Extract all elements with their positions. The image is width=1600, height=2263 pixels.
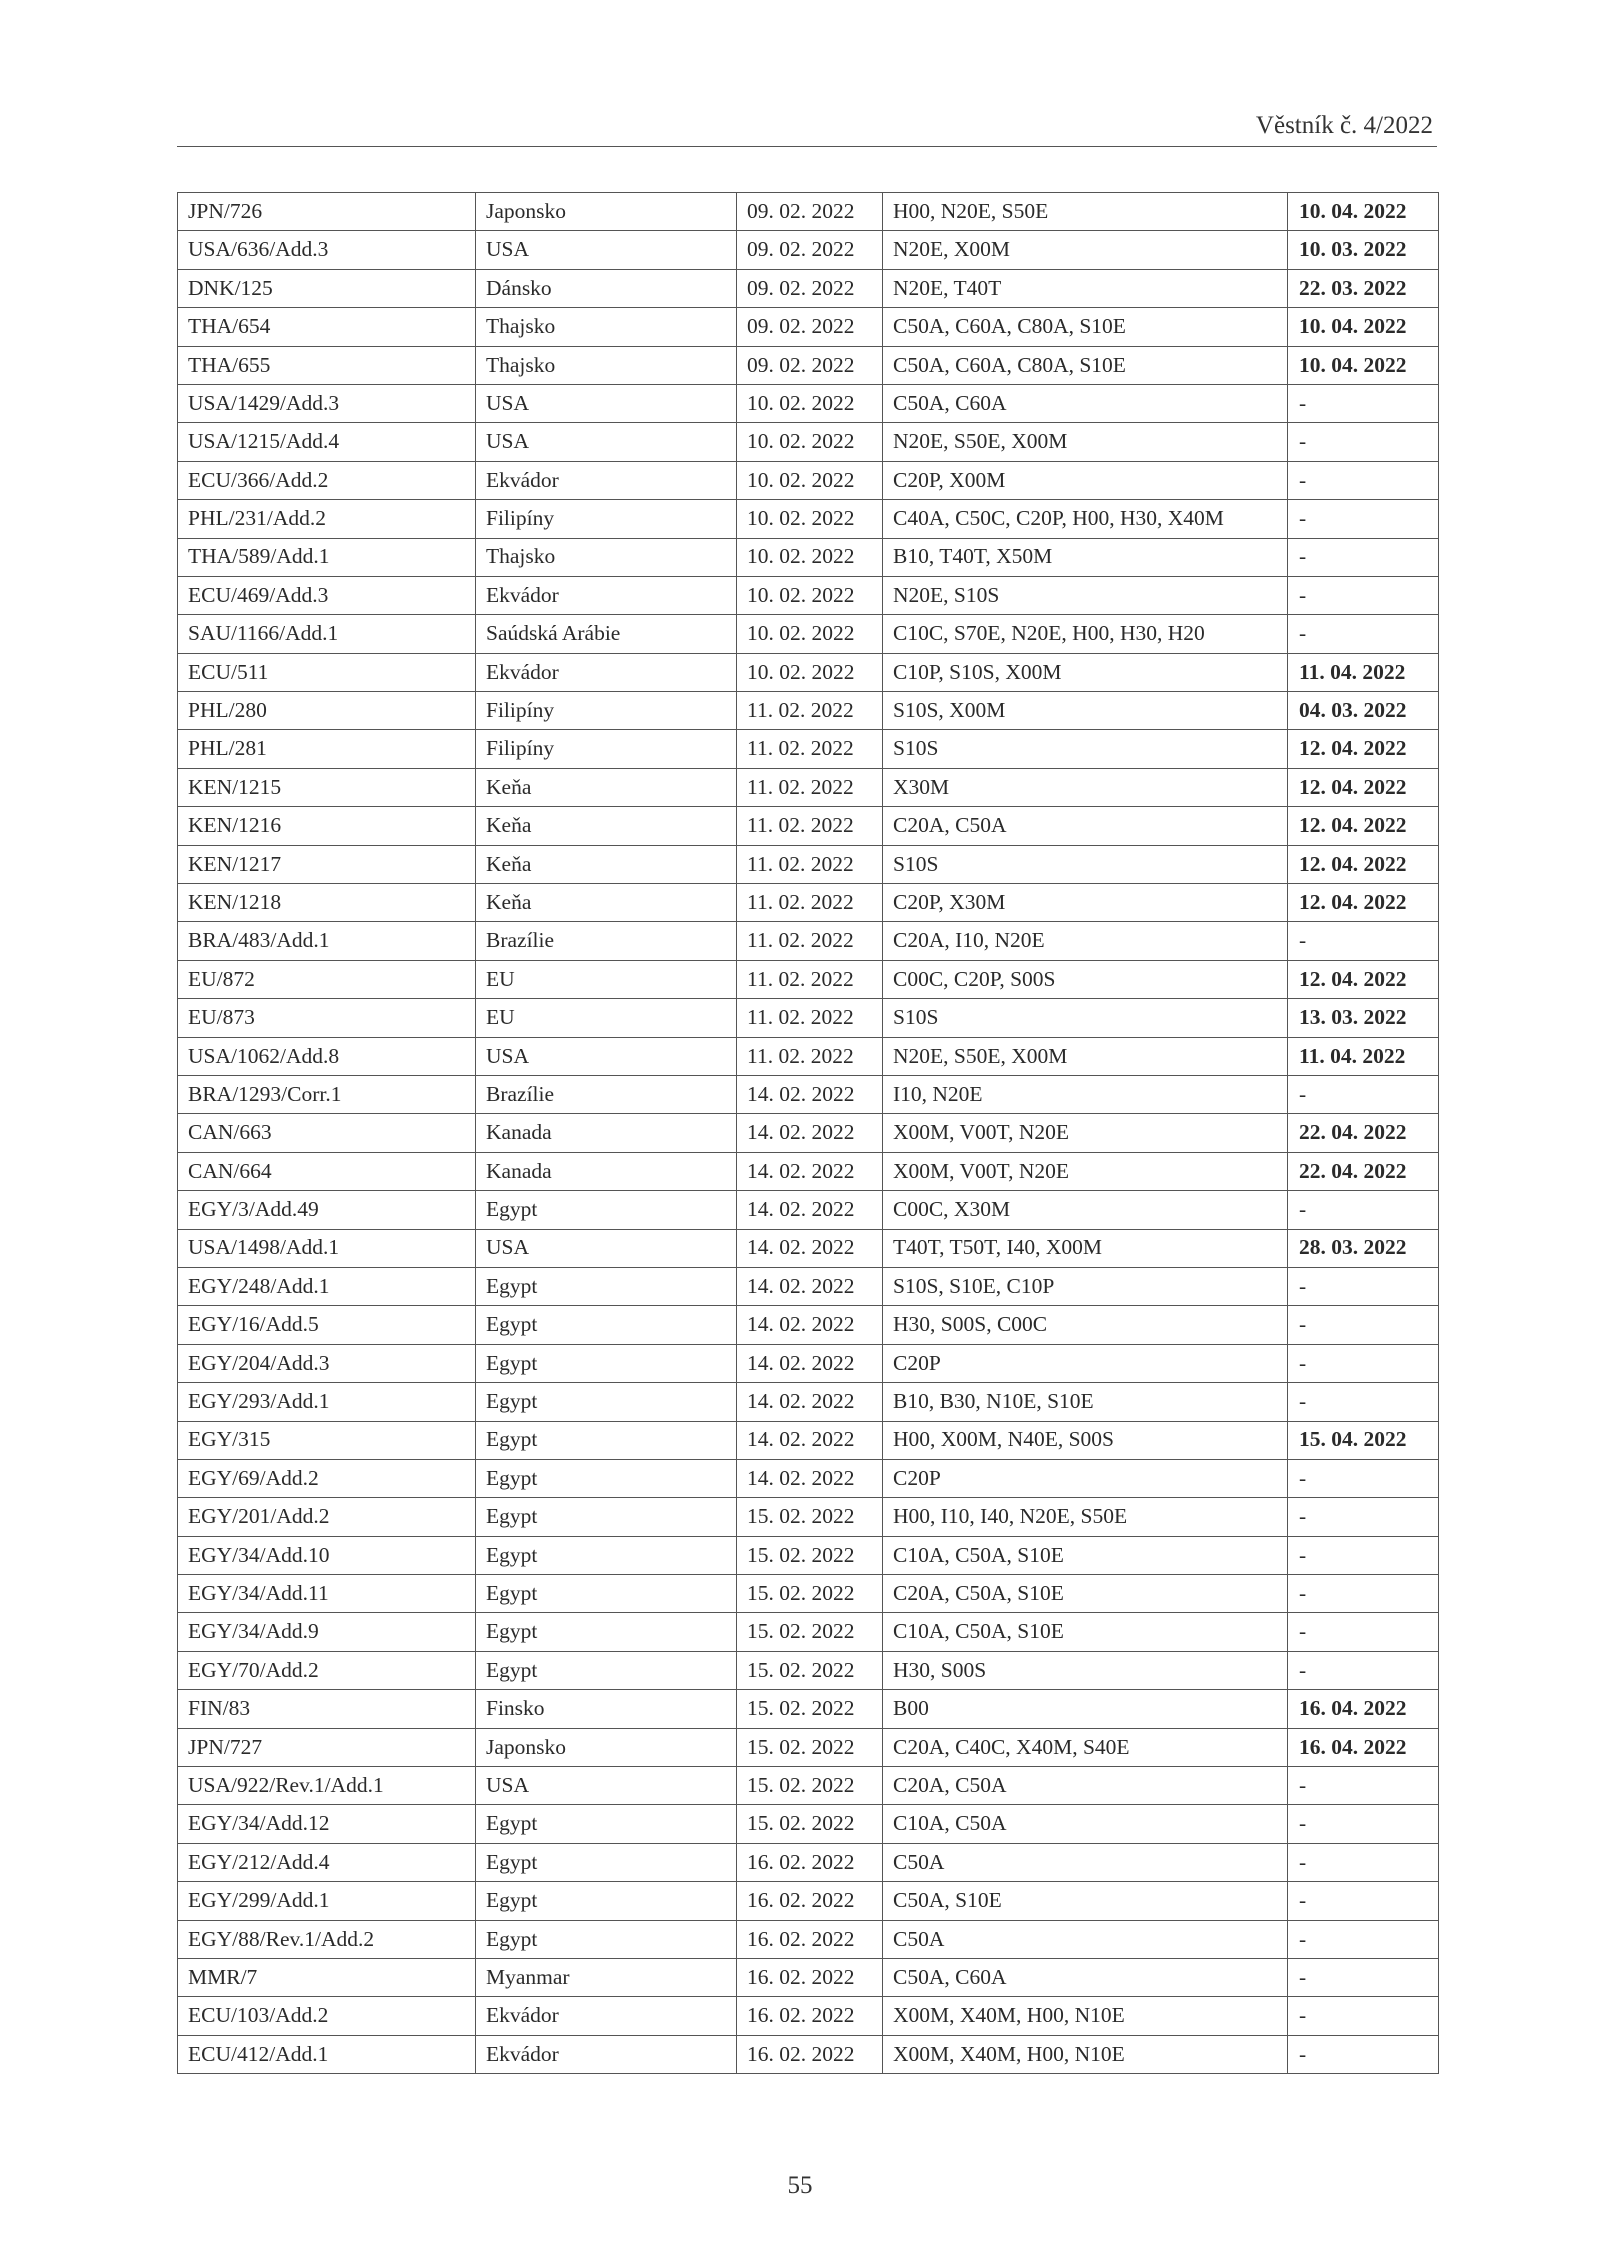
codes-cell: C10A, C50A [883, 1805, 1288, 1843]
page-header [177, 106, 1437, 147]
deadline-cell: - [1288, 1882, 1439, 1920]
deadline-cell: - [1288, 1383, 1439, 1421]
table-row [178, 999, 1439, 1037]
codes-cell: C50A, C60A [883, 1958, 1288, 1996]
date-cell: 11. 02. 2022 [737, 768, 883, 806]
date-cell: 15. 02. 2022 [737, 1767, 883, 1805]
date-cell: 10. 02. 2022 [737, 653, 883, 691]
table-row [178, 730, 1439, 768]
notification-id-cell: EGY/70/Add.2 [178, 1651, 476, 1689]
table-row [178, 231, 1439, 269]
deadline-cell: 12. 04. 2022 [1288, 884, 1439, 922]
codes-cell: C40A, C50C, C20P, H00, H30, X40M [883, 500, 1288, 538]
date-cell: 09. 02. 2022 [737, 308, 883, 346]
date-cell: 15. 02. 2022 [737, 1805, 883, 1843]
country-cell: USA [476, 231, 737, 269]
codes-cell: B00 [883, 1690, 1288, 1728]
notification-id-cell: JPN/727 [178, 1728, 476, 1766]
table-row [178, 1152, 1439, 1190]
notification-id-cell: CAN/664 [178, 1152, 476, 1190]
notification-id-cell: USA/1429/Add.3 [178, 384, 476, 422]
country-cell: Egypt [476, 1805, 737, 1843]
table-row [178, 1075, 1439, 1113]
codes-cell: C10P, S10S, X00M [883, 653, 1288, 691]
notification-id-cell: EGY/88/Rev.1/Add.2 [178, 1920, 476, 1958]
codes-cell: S10S, S10E, C10P [883, 1267, 1288, 1305]
country-cell: Filipíny [476, 692, 737, 730]
table-row [178, 423, 1439, 461]
deadline-cell: - [1288, 1997, 1439, 2035]
notification-id-cell: KEN/1215 [178, 768, 476, 806]
deadline-cell: - [1288, 1575, 1439, 1613]
date-cell: 14. 02. 2022 [737, 1459, 883, 1497]
notification-id-cell: KEN/1216 [178, 807, 476, 845]
table-row [178, 500, 1439, 538]
codes-cell: H30, S00S, C00C [883, 1306, 1288, 1344]
country-cell: Egypt [476, 1536, 737, 1574]
notification-id-cell: SAU/1166/Add.1 [178, 615, 476, 653]
notification-id-cell: THA/655 [178, 346, 476, 384]
deadline-cell: - [1288, 384, 1439, 422]
table-row [178, 884, 1439, 922]
deadline-cell: - [1288, 1536, 1439, 1574]
notification-id-cell: BRA/483/Add.1 [178, 922, 476, 960]
deadline-cell: - [1288, 1306, 1439, 1344]
codes-cell: H00, X00M, N40E, S00S [883, 1421, 1288, 1459]
deadline-cell: - [1288, 461, 1439, 499]
deadline-cell: 16. 04. 2022 [1288, 1690, 1439, 1728]
country-cell: Japonsko [476, 1728, 737, 1766]
table-row [178, 807, 1439, 845]
codes-cell: C50A, S10E [883, 1882, 1288, 1920]
date-cell: 14. 02. 2022 [737, 1421, 883, 1459]
notification-id-cell: ECU/412/Add.1 [178, 2035, 476, 2073]
country-cell: Thajsko [476, 538, 737, 576]
notification-id-cell: BRA/1293/Corr.1 [178, 1075, 476, 1113]
country-cell: Kanada [476, 1114, 737, 1152]
codes-cell: S10S, X00M [883, 692, 1288, 730]
table-row [178, 1229, 1439, 1267]
table-row [178, 2035, 1439, 2073]
table-row [178, 960, 1439, 998]
notification-id-cell: THA/654 [178, 308, 476, 346]
table-row [178, 653, 1439, 691]
codes-cell: C10C, S70E, N20E, H00, H30, H20 [883, 615, 1288, 653]
date-cell: 14. 02. 2022 [737, 1267, 883, 1305]
notification-id-cell: JPN/726 [178, 193, 476, 231]
deadline-cell: - [1288, 615, 1439, 653]
table-row [178, 1306, 1439, 1344]
date-cell: 14. 02. 2022 [737, 1191, 883, 1229]
table-row [178, 1267, 1439, 1305]
date-cell: 10. 02. 2022 [737, 423, 883, 461]
codes-cell: C50A [883, 1843, 1288, 1881]
codes-cell: I10, N20E [883, 1075, 1288, 1113]
notification-id-cell: USA/922/Rev.1/Add.1 [178, 1767, 476, 1805]
codes-cell: X00M, V00T, N20E [883, 1152, 1288, 1190]
codes-cell: B10, T40T, X50M [883, 538, 1288, 576]
notification-id-cell: USA/1215/Add.4 [178, 423, 476, 461]
country-cell: Egypt [476, 1613, 737, 1651]
date-cell: 15. 02. 2022 [737, 1575, 883, 1613]
notification-id-cell: EGY/212/Add.4 [178, 1843, 476, 1881]
deadline-cell: - [1288, 1767, 1439, 1805]
notification-id-cell: USA/636/Add.3 [178, 231, 476, 269]
table-row [178, 922, 1439, 960]
date-cell: 15. 02. 2022 [737, 1613, 883, 1651]
date-cell: 16. 02. 2022 [737, 1997, 883, 2035]
country-cell: Dánsko [476, 269, 737, 307]
notification-id-cell: EGY/248/Add.1 [178, 1267, 476, 1305]
codes-cell: N20E, S50E, X00M [883, 1037, 1288, 1075]
table-row [178, 1843, 1439, 1881]
notification-id-cell: EGY/16/Add.5 [178, 1306, 476, 1344]
date-cell: 11. 02. 2022 [737, 730, 883, 768]
country-cell: Ekvádor [476, 461, 737, 499]
deadline-cell: - [1288, 1191, 1439, 1229]
date-cell: 11. 02. 2022 [737, 999, 883, 1037]
country-cell: Egypt [476, 1920, 737, 1958]
notification-id-cell: EGY/315 [178, 1421, 476, 1459]
notifications-table [177, 192, 1439, 2074]
notification-id-cell: PHL/280 [178, 692, 476, 730]
country-cell: USA [476, 1767, 737, 1805]
date-cell: 10. 02. 2022 [737, 538, 883, 576]
notification-id-cell: EGY/299/Add.1 [178, 1882, 476, 1920]
country-cell: EU [476, 999, 737, 1037]
deadline-cell: - [1288, 1344, 1439, 1382]
deadline-cell: 10. 03. 2022 [1288, 231, 1439, 269]
codes-cell: N20E, T40T [883, 269, 1288, 307]
codes-cell: C20P [883, 1344, 1288, 1382]
notification-id-cell: CAN/663 [178, 1114, 476, 1152]
country-cell: USA [476, 1037, 737, 1075]
table-row [178, 538, 1439, 576]
notification-id-cell: PHL/231/Add.2 [178, 500, 476, 538]
codes-cell: N20E, S10S [883, 576, 1288, 614]
country-cell: Ekvádor [476, 653, 737, 691]
country-cell: Keňa [476, 884, 737, 922]
codes-cell: C00C, X30M [883, 1191, 1288, 1229]
bulletin-title: Věstník č. 4/2022 [1255, 112, 1433, 139]
date-cell: 15. 02. 2022 [737, 1536, 883, 1574]
deadline-cell: - [1288, 1958, 1439, 1996]
table-row [178, 845, 1439, 883]
deadline-cell: - [1288, 576, 1439, 614]
deadline-cell: 22. 04. 2022 [1288, 1152, 1439, 1190]
date-cell: 11. 02. 2022 [737, 692, 883, 730]
table-row [178, 384, 1439, 422]
table-row [178, 1613, 1439, 1651]
country-cell: Keňa [476, 845, 737, 883]
country-cell: Brazílie [476, 1075, 737, 1113]
notification-id-cell: EGY/34/Add.9 [178, 1613, 476, 1651]
notification-id-cell: ECU/366/Add.2 [178, 461, 476, 499]
notification-id-cell: EGY/34/Add.10 [178, 1536, 476, 1574]
table-row [178, 308, 1439, 346]
country-cell: Egypt [476, 1498, 737, 1536]
codes-cell: X30M [883, 768, 1288, 806]
country-cell: Ekvádor [476, 2035, 737, 2073]
table-row [178, 1882, 1439, 1920]
date-cell: 15. 02. 2022 [737, 1728, 883, 1766]
country-cell: Egypt [476, 1882, 737, 1920]
deadline-cell: 15. 04. 2022 [1288, 1421, 1439, 1459]
table-row [178, 692, 1439, 730]
table-row [178, 1114, 1439, 1152]
table-row [178, 1536, 1439, 1574]
notification-id-cell: MMR/7 [178, 1958, 476, 1996]
country-cell: Ekvádor [476, 576, 737, 614]
date-cell: 14. 02. 2022 [737, 1152, 883, 1190]
deadline-cell: 13. 03. 2022 [1288, 999, 1439, 1037]
deadline-cell: 12. 04. 2022 [1288, 807, 1439, 845]
notification-id-cell: FIN/83 [178, 1690, 476, 1728]
country-cell: EU [476, 960, 737, 998]
table-row [178, 193, 1439, 231]
table-row [178, 1383, 1439, 1421]
country-cell: Egypt [476, 1575, 737, 1613]
deadline-cell: 22. 03. 2022 [1288, 269, 1439, 307]
codes-cell: C10A, C50A, S10E [883, 1536, 1288, 1574]
page-number: 55 [787, 2172, 813, 2199]
table-row [178, 1997, 1439, 2035]
codes-cell: H30, S00S [883, 1651, 1288, 1689]
deadline-cell: 28. 03. 2022 [1288, 1229, 1439, 1267]
deadline-cell: - [1288, 1075, 1439, 1113]
table-row [178, 269, 1439, 307]
table-row [178, 1575, 1439, 1613]
table-row [178, 615, 1439, 653]
table-row [178, 1498, 1439, 1536]
deadline-cell: - [1288, 2035, 1439, 2073]
deadline-cell: - [1288, 423, 1439, 461]
table-row [178, 1690, 1439, 1728]
country-cell: Filipíny [476, 730, 737, 768]
country-cell: Thajsko [476, 346, 737, 384]
notification-id-cell: EGY/34/Add.11 [178, 1575, 476, 1613]
notification-id-cell: EGY/293/Add.1 [178, 1383, 476, 1421]
codes-cell: X00M, X40M, H00, N10E [883, 2035, 1288, 2073]
table-row [178, 1767, 1439, 1805]
date-cell: 11. 02. 2022 [737, 922, 883, 960]
codes-cell: S10S [883, 845, 1288, 883]
table-row [178, 1728, 1439, 1766]
deadline-cell: - [1288, 1613, 1439, 1651]
codes-cell: C20A, C50A [883, 807, 1288, 845]
date-cell: 16. 02. 2022 [737, 1843, 883, 1881]
codes-cell: C50A, C60A, C80A, S10E [883, 346, 1288, 384]
deadline-cell: 22. 04. 2022 [1288, 1114, 1439, 1152]
date-cell: 14. 02. 2022 [737, 1306, 883, 1344]
codes-cell: C20P, X30M [883, 884, 1288, 922]
notification-id-cell: EGY/69/Add.2 [178, 1459, 476, 1497]
deadline-cell: - [1288, 922, 1439, 960]
deadline-cell: 12. 04. 2022 [1288, 730, 1439, 768]
table-row [178, 1958, 1439, 1996]
country-cell: Egypt [476, 1306, 737, 1344]
table-row [178, 1344, 1439, 1382]
deadline-cell: - [1288, 1843, 1439, 1881]
deadline-cell: 11. 04. 2022 [1288, 1037, 1439, 1075]
date-cell: 10. 02. 2022 [737, 461, 883, 499]
date-cell: 15. 02. 2022 [737, 1651, 883, 1689]
codes-cell: N20E, X00M [883, 231, 1288, 269]
country-cell: Saúdská Arábie [476, 615, 737, 653]
codes-cell: T40T, T50T, I40, X00M [883, 1229, 1288, 1267]
country-cell: Japonsko [476, 193, 737, 231]
country-cell: Egypt [476, 1421, 737, 1459]
deadline-cell: - [1288, 500, 1439, 538]
deadline-cell: - [1288, 1651, 1439, 1689]
country-cell: Finsko [476, 1690, 737, 1728]
date-cell: 11. 02. 2022 [737, 1037, 883, 1075]
deadline-cell: 12. 04. 2022 [1288, 845, 1439, 883]
notification-id-cell: EU/873 [178, 999, 476, 1037]
date-cell: 15. 02. 2022 [737, 1690, 883, 1728]
notification-id-cell: EGY/3/Add.49 [178, 1191, 476, 1229]
country-cell: Myanmar [476, 1958, 737, 1996]
table-row [178, 346, 1439, 384]
deadline-cell: 16. 04. 2022 [1288, 1728, 1439, 1766]
table-row [178, 1805, 1439, 1843]
country-cell: Egypt [476, 1267, 737, 1305]
table-row [178, 576, 1439, 614]
codes-cell: C20A, C50A [883, 1767, 1288, 1805]
notification-id-cell: ECU/469/Add.3 [178, 576, 476, 614]
date-cell: 14. 02. 2022 [737, 1229, 883, 1267]
table-row [178, 1037, 1439, 1075]
codes-cell: C50A, C60A, C80A, S10E [883, 308, 1288, 346]
country-cell: Filipíny [476, 500, 737, 538]
date-cell: 16. 02. 2022 [737, 2035, 883, 2073]
deadline-cell: 10. 04. 2022 [1288, 308, 1439, 346]
country-cell: Ekvádor [476, 1997, 737, 2035]
notification-id-cell: USA/1062/Add.8 [178, 1037, 476, 1075]
deadline-cell: - [1288, 1498, 1439, 1536]
codes-cell: H00, I10, I40, N20E, S50E [883, 1498, 1288, 1536]
table-row [178, 1651, 1439, 1689]
deadline-cell: - [1288, 1267, 1439, 1305]
codes-cell: N20E, S50E, X00M [883, 423, 1288, 461]
table-row [178, 1191, 1439, 1229]
notification-id-cell: USA/1498/Add.1 [178, 1229, 476, 1267]
table-row [178, 1421, 1439, 1459]
date-cell: 11. 02. 2022 [737, 807, 883, 845]
date-cell: 11. 02. 2022 [737, 845, 883, 883]
deadline-cell: 11. 04. 2022 [1288, 653, 1439, 691]
codes-cell: S10S [883, 730, 1288, 768]
codes-cell: C20A, C40C, X40M, S40E [883, 1728, 1288, 1766]
date-cell: 14. 02. 2022 [737, 1344, 883, 1382]
deadline-cell: - [1288, 538, 1439, 576]
country-cell: USA [476, 423, 737, 461]
country-cell: Thajsko [476, 308, 737, 346]
date-cell: 10. 02. 2022 [737, 384, 883, 422]
codes-cell: C10A, C50A, S10E [883, 1613, 1288, 1651]
notification-id-cell: KEN/1217 [178, 845, 476, 883]
deadline-cell: 04. 03. 2022 [1288, 692, 1439, 730]
deadline-cell: - [1288, 1805, 1439, 1843]
codes-cell: C50A, C60A [883, 384, 1288, 422]
codes-cell: C20P, X00M [883, 461, 1288, 499]
deadline-cell: 10. 04. 2022 [1288, 346, 1439, 384]
notification-id-cell: ECU/511 [178, 653, 476, 691]
date-cell: 10. 02. 2022 [737, 500, 883, 538]
notification-id-cell: THA/589/Add.1 [178, 538, 476, 576]
date-cell: 09. 02. 2022 [737, 269, 883, 307]
country-cell: Egypt [476, 1651, 737, 1689]
notification-id-cell: KEN/1218 [178, 884, 476, 922]
table-row [178, 461, 1439, 499]
notification-id-cell: EGY/34/Add.12 [178, 1805, 476, 1843]
deadline-cell: 10. 04. 2022 [1288, 193, 1439, 231]
country-cell: USA [476, 384, 737, 422]
country-cell: Egypt [476, 1459, 737, 1497]
country-cell: Egypt [476, 1191, 737, 1229]
codes-cell: C20A, I10, N20E [883, 922, 1288, 960]
codes-cell: C20A, C50A, S10E [883, 1575, 1288, 1613]
date-cell: 11. 02. 2022 [737, 960, 883, 998]
codes-cell: C20P [883, 1459, 1288, 1497]
table-row [178, 1459, 1439, 1497]
country-cell: Egypt [476, 1843, 737, 1881]
deadline-cell: - [1288, 1459, 1439, 1497]
notification-id-cell: EGY/201/Add.2 [178, 1498, 476, 1536]
country-cell: Egypt [476, 1344, 737, 1382]
country-cell: Brazílie [476, 922, 737, 960]
date-cell: 09. 02. 2022 [737, 193, 883, 231]
country-cell: USA [476, 1229, 737, 1267]
notification-id-cell: EGY/204/Add.3 [178, 1344, 476, 1382]
deadline-cell: 12. 04. 2022 [1288, 768, 1439, 806]
date-cell: 14. 02. 2022 [737, 1075, 883, 1113]
country-cell: Keňa [476, 807, 737, 845]
codes-cell: C00C, C20P, S00S [883, 960, 1288, 998]
table-row [178, 1920, 1439, 1958]
date-cell: 14. 02. 2022 [737, 1383, 883, 1421]
table-body [178, 193, 1439, 2074]
deadline-cell: - [1288, 1920, 1439, 1958]
table-row [178, 768, 1439, 806]
country-cell: Egypt [476, 1383, 737, 1421]
codes-cell: X00M, V00T, N20E [883, 1114, 1288, 1152]
notification-id-cell: DNK/125 [178, 269, 476, 307]
codes-cell: C50A [883, 1920, 1288, 1958]
codes-cell: X00M, X40M, H00, N10E [883, 1997, 1288, 2035]
deadline-cell: 12. 04. 2022 [1288, 960, 1439, 998]
date-cell: 09. 02. 2022 [737, 231, 883, 269]
date-cell: 11. 02. 2022 [737, 884, 883, 922]
notification-id-cell: ECU/103/Add.2 [178, 1997, 476, 2035]
country-cell: Keňa [476, 768, 737, 806]
country-cell: Kanada [476, 1152, 737, 1190]
notification-id-cell: EU/872 [178, 960, 476, 998]
date-cell: 10. 02. 2022 [737, 615, 883, 653]
date-cell: 16. 02. 2022 [737, 1882, 883, 1920]
date-cell: 09. 02. 2022 [737, 346, 883, 384]
date-cell: 16. 02. 2022 [737, 1958, 883, 1996]
codes-cell: B10, B30, N10E, S10E [883, 1383, 1288, 1421]
date-cell: 10. 02. 2022 [737, 576, 883, 614]
date-cell: 16. 02. 2022 [737, 1920, 883, 1958]
codes-cell: S10S [883, 999, 1288, 1037]
date-cell: 15. 02. 2022 [737, 1498, 883, 1536]
codes-cell: H00, N20E, S50E [883, 193, 1288, 231]
date-cell: 14. 02. 2022 [737, 1114, 883, 1152]
notification-id-cell: PHL/281 [178, 730, 476, 768]
